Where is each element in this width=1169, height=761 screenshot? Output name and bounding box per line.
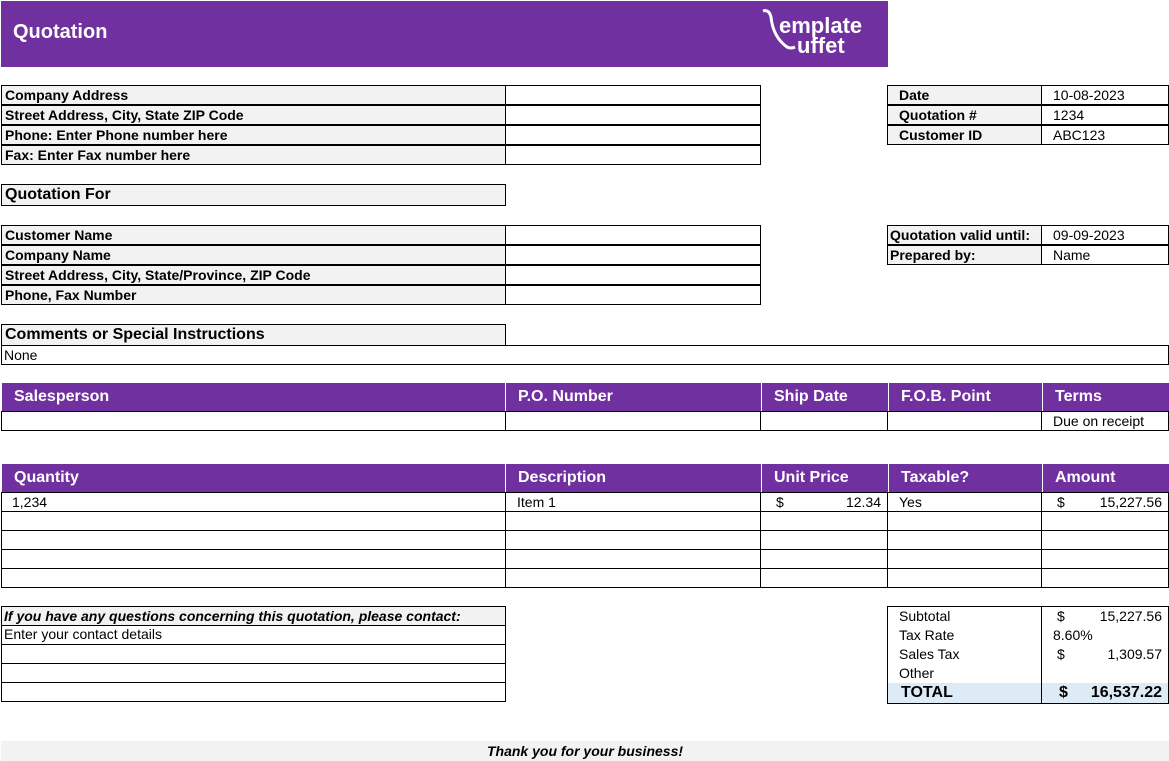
prepared-by-value[interactable]: Name: [1041, 245, 1169, 265]
prepared-by-label: Prepared by:: [887, 245, 1042, 265]
ship-date-value[interactable]: [760, 411, 888, 431]
po-number-header: P.O. Number: [505, 383, 761, 411]
date-label: Date: [887, 85, 1042, 105]
empty-cell[interactable]: [1, 568, 506, 588]
empty-cell[interactable]: [1041, 549, 1169, 569]
sales-tax-currency: $: [1057, 646, 1065, 662]
empty-cell[interactable]: [1, 549, 506, 569]
tax-rate-label: Tax Rate: [899, 627, 955, 643]
company-phone-value[interactable]: [505, 125, 761, 145]
po-number-value[interactable]: [505, 411, 761, 431]
contact-title: If you have any questions concerning this quotation, please contact:: [1, 606, 506, 626]
empty-cell[interactable]: [1041, 511, 1169, 531]
empty-cell[interactable]: [505, 511, 761, 531]
customer-name-value[interactable]: [505, 225, 761, 245]
contact-line[interactable]: [1, 682, 506, 702]
empty-cell[interactable]: [887, 549, 1042, 569]
contact-line[interactable]: [1, 663, 506, 683]
customer-phone-value[interactable]: [505, 285, 761, 305]
company-street-value[interactable]: [505, 105, 761, 125]
customer-id-value[interactable]: ABC123: [1041, 125, 1169, 145]
brand-logo: [761, 7, 883, 59]
tax-rate-value[interactable]: 8.60%: [1053, 627, 1093, 643]
valid-until-value[interactable]: 09-09-2023: [1041, 225, 1169, 245]
comments-title: Comments or Special Instructions: [1, 324, 506, 346]
unit-price-header: Unit Price: [761, 464, 888, 492]
empty-cell[interactable]: [760, 549, 888, 569]
contact-value[interactable]: Enter your contact details: [1, 625, 506, 645]
customer-street-value[interactable]: [505, 265, 761, 285]
customer-phone-label: Phone, Fax Number: [1, 285, 506, 305]
other-value[interactable]: [1042, 664, 1168, 683]
footer-bar: [1, 741, 1169, 761]
amount-header: Amount: [1042, 464, 1169, 492]
terms-header: Terms: [1042, 383, 1169, 411]
quotation-number-value[interactable]: 1234: [1041, 105, 1169, 125]
totals-box: [887, 606, 1169, 704]
empty-cell[interactable]: [760, 511, 888, 531]
ship-date-header: Ship Date: [761, 383, 888, 411]
taxable-header: Taxable?: [888, 464, 1042, 492]
other-label: Other: [899, 665, 935, 681]
customer-company-value[interactable]: [505, 245, 761, 265]
item-taxable[interactable]: Yes: [887, 492, 1042, 512]
svg-text:emplate: emplate: [779, 13, 863, 38]
company-address-label: Company Address: [1, 85, 506, 105]
header-banner: [1, 1, 888, 67]
valid-until-label: Quotation valid until:: [887, 225, 1042, 245]
description-header: Description: [505, 464, 761, 492]
empty-cell[interactable]: [887, 530, 1042, 550]
salesperson-value[interactable]: [1, 411, 506, 431]
subtotal-label: Subtotal: [899, 608, 951, 624]
item-quantity[interactable]: 1,234: [1, 492, 506, 512]
contact-line[interactable]: [1, 644, 506, 664]
item-amount[interactable]: [1041, 492, 1169, 512]
empty-cell[interactable]: [505, 549, 761, 569]
fob-point-header: F.O.B. Point: [888, 383, 1042, 411]
empty-cell[interactable]: [1, 511, 506, 531]
customer-id-label: Customer ID: [887, 125, 1042, 145]
salesperson-header: Salesperson: [1, 383, 506, 411]
date-value[interactable]: 10-08-2023: [1041, 85, 1169, 105]
logo-mark-icon: [761, 7, 883, 59]
svg-text:uffet: uffet: [797, 33, 845, 58]
empty-cell[interactable]: [505, 568, 761, 588]
quantity-header: Quantity: [1, 464, 506, 492]
item-unit-price[interactable]: [760, 492, 888, 512]
company-phone-label: Phone: Enter Phone number here: [1, 125, 506, 145]
item-description[interactable]: Item 1: [505, 492, 761, 512]
amount-value: 15,227.56: [1099, 494, 1162, 510]
sales-tax-value[interactable]: 1,309.57: [1107, 646, 1162, 662]
company-address-value[interactable]: [505, 85, 761, 105]
empty-cell[interactable]: [1041, 530, 1169, 550]
empty-cell[interactable]: [887, 568, 1042, 588]
sales-tax-label: Sales Tax: [899, 646, 960, 662]
quotation-number-label: Quotation #: [887, 105, 1042, 125]
page-title: Quotation: [13, 21, 108, 43]
total-label: TOTAL: [901, 684, 953, 701]
empty-cell[interactable]: [760, 568, 888, 588]
company-fax-label: Fax: Enter Fax number here: [1, 145, 506, 165]
empty-cell[interactable]: [1041, 568, 1169, 588]
amount-currency: $: [1057, 494, 1065, 510]
comments-value[interactable]: None: [1, 345, 1169, 365]
empty-cell[interactable]: [505, 530, 761, 550]
unit-price-value: 12.34: [845, 494, 881, 510]
fob-point-value[interactable]: [887, 411, 1042, 431]
subtotal-value[interactable]: 15,227.56: [1099, 608, 1162, 624]
company-fax-value[interactable]: [505, 145, 761, 165]
total-currency: $: [1059, 684, 1068, 701]
empty-cell[interactable]: [887, 511, 1042, 531]
quotation-for-title: Quotation For: [1, 184, 506, 206]
customer-name-label: Customer Name: [1, 225, 506, 245]
total-value: 16,537.22: [1090, 684, 1162, 701]
customer-company-label: Company Name: [1, 245, 506, 265]
unit-price-currency: $: [776, 494, 784, 510]
customer-street-label: Street Address, City, State/Province, ZIP Code: [1, 265, 506, 285]
terms-value[interactable]: Due on receipt: [1041, 411, 1169, 431]
subtotal-currency: $: [1057, 608, 1065, 624]
empty-cell[interactable]: [760, 530, 888, 550]
company-street-label: Street Address, City, State ZIP Code: [1, 105, 506, 125]
thank-you-note: Thank you for your business!: [486, 743, 684, 759]
empty-cell[interactable]: [1, 530, 506, 550]
totals-divider: [1041, 607, 1042, 703]
